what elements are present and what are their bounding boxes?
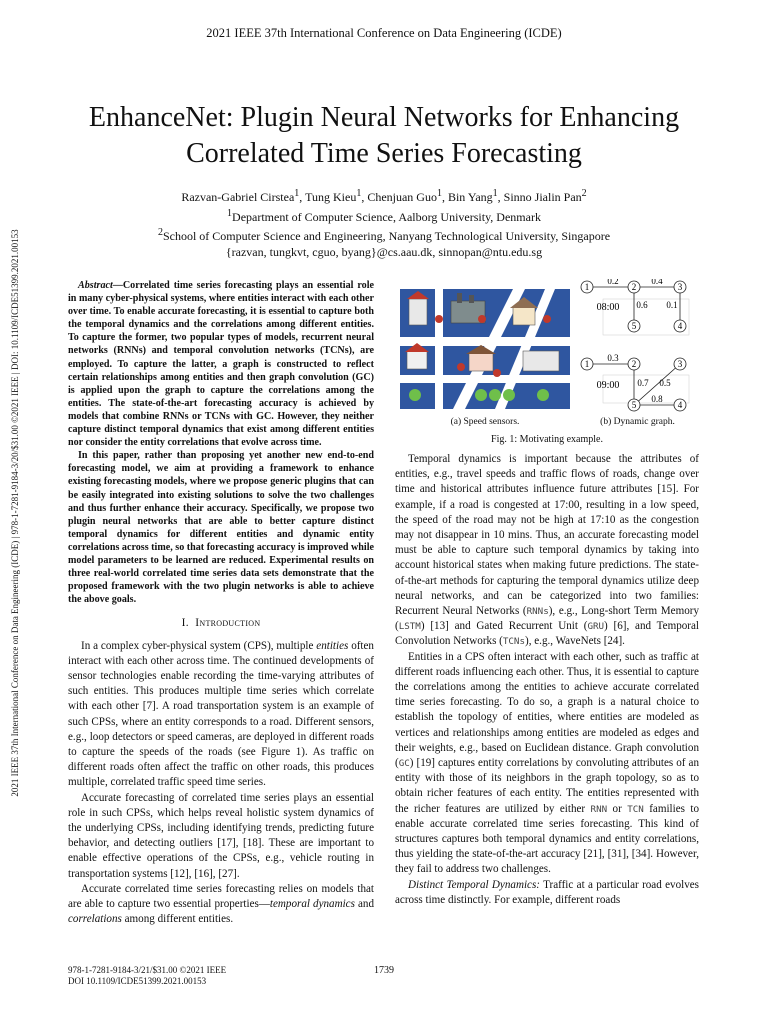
edge-weight: 0.3 [607, 353, 619, 363]
affiliation-2: $^2$School of Computer Science and Engineering, Nanyang Technological University, Singapore [157, 227, 611, 243]
edge-weight: 0.8 [651, 394, 663, 404]
house-icon [513, 307, 535, 325]
apartment-icon [523, 351, 559, 371]
figure-1-graphics [395, 279, 699, 419]
author-name: Razvan-Gabriel Cirstea [181, 190, 295, 204]
node-label: 4 [677, 400, 683, 410]
body-paragraph-temporal: Temporal dynamics is important because the attributes of entities, e.g., travel speeds and traffic flows of roads, change over time and historical attributes influence future attributes [15]. For example, if a road is congested at 17:00, resulting in a low speed, the speed of the road may not be high at 17:10 as the congestion may not disappear in 10 mins. Thus, an accurate forecasting model must be able to capture such temporal dynamics by taking into account historical states when making future predictions. The state-of-the-art methods for capturing the temporal dynamics utilize deep neural networks, and can be categorized into two families: Recurrent Neural Networks (RNNs), e.g., Long-short Term Memory (LSTM) [13] and Gated Recurrent Unit (GRU) [6], and Temporal Convolution Networks (TCNs), e.g., WaveNets [24]. [395, 453, 699, 648]
edge-weight: 0.2 [607, 279, 619, 286]
tree-icon [537, 389, 549, 401]
edge-weight: 0.4 [651, 279, 663, 286]
left-column [68, 279, 374, 927]
house-icon [469, 353, 493, 371]
node-label: 2 [631, 282, 637, 292]
tree-icon [489, 389, 501, 401]
title-line-1: EnhanceNet: Plugin Neural Networks for Enhancing [88, 102, 680, 133]
body-paragraph-correlations: Entities in a CPS often interact with each other, such as traffic at different roads influencing each other. Thus, it is essential to capture the correlations among the entities to achieve accurate correlated time series forecasting. To do so, a graph is a natural choice to establish the topology of entities, where entities are modeled as vertices and relationships among entities are modeled as edges and their weights, e.g., based on Euclidean distance. Graph convolution (GC) [19] captures entity correlations by convoluting attributes of an entity with those of its neighbors in the graph topology, so as to obtain richer features of each entity. The entities represented with the richer features are utilized by either RNN or TCN families to enable accurate correlated time series forecasting. This kind of structures captures both temporal dynamics and entity correlations, thus yielding the state-of-the-art accuracy [21], [31], [34]. However, they fail to address two challenges. [395, 650, 699, 876]
body-paragraph-distinct: Distinct Temporal Dynamics: Traffic at a particular road evolves across time distinctly. For example, different roads [395, 878, 699, 906]
node-label: 4 [677, 321, 683, 331]
subcaption-b: (b) Dynamic graph. [600, 417, 675, 427]
speed-sensors-map [400, 289, 570, 409]
author-emails: {razvan, tungkvt, cguo, byang}@cs.aau.dk, sinnopan@ntu.edu.sg [225, 244, 543, 259]
node-label: 2 [631, 359, 637, 369]
node-label: 5 [631, 321, 637, 331]
building-icon [409, 299, 427, 325]
footer-identifiers: 978-1-7281-9184-3/21/$31.00 ©2021 IEEE DOI 10.1109/ICDE51399.2021.00153 [68, 965, 227, 986]
node-label: 3 [677, 282, 683, 292]
author-name: Chenjuan Guo [367, 190, 437, 204]
node-label: 5 [631, 400, 637, 410]
side-copyright-strip: 2021 IEEE 37th International Conference on Data Engineering (ICDE) | 978-1-7281-9184-3/20/$31.00 ©2021 IEEE | DOI: 10.1109/ICDE51399.2021.00153 [10, 228, 20, 797]
edge-weight: 0.6 [636, 300, 648, 310]
dynamic-graph [581, 279, 689, 411]
node-label: 1 [584, 282, 590, 292]
tree-icon [475, 389, 487, 401]
conference-header: 2021 IEEE 37th International Conference on Data Engineering (ICDE) [206, 26, 562, 40]
sensor-pin-icon [457, 363, 465, 371]
author-block [60, 186, 708, 260]
abstract-paragraph-1: Abstract—Correlated time series forecasting plays an essential role in many cyber-physical systems, where entities interact with each other over time. To enable accurate forecasting, it is essential to capture both the temporal dynamics and the correlations among different entities. To capture the former, two popular types of models, recurrent neural networks (RNNs) and temporal convolution networks (TCNs), are employed. To capture the latter, a graph is constructed to reflect certain relationships among entities and then graph convolution (GC) is applied upon the graph to capture the correlations among the entities. The state-of-the-art forecasting accuracy is achieved by models that combine RNNs or TCNs with GC. However, they neither capture distinct temporal dynamics that exist among different entities nor consider the entity correlations that evolve across time. [68, 280, 374, 449]
sensor-pin-icon [493, 369, 501, 377]
graph-time-label: 09:00 [596, 380, 620, 391]
node-label: 3 [677, 359, 683, 369]
sensor-pin-icon [435, 315, 443, 323]
author-name: Bin Yang [447, 190, 493, 204]
paper-title [40, 100, 728, 172]
intro-paragraph-2: Accurate forecasting of correlated time series plays an essential role in such CPSs, which helps reveal holistic system dynamics of the underlying CPSs, including identifying trends, predicting future behavior, and detecting outliers [17], [18]. These are important to enable effective operations of the CPSs, e.g., vehicle routing in transportation systems [12], [16], [27]. [68, 791, 374, 880]
affiliation-1: $^1$Department of Computer Science, Aalborg University, Denmark [227, 207, 541, 224]
edge-weight: 0.1 [666, 300, 678, 310]
author-name: Tung Kieu [305, 190, 357, 204]
tree-icon [409, 389, 421, 401]
section-heading-introduction: I. Introduction [181, 617, 261, 630]
edge-weight: 0.5 [659, 378, 671, 388]
author-name: Sinno Jialin Pan [503, 190, 582, 204]
graph-time-label: 08:00 [596, 302, 620, 313]
sensor-pin-icon [543, 315, 551, 323]
figure-caption: Fig. 1: Motivating example. [491, 434, 603, 445]
intro-paragraph-3: Accurate correlated time series forecasting relies on models that are able to capture two essential properties—temporal dynamics and correlations among different entities. [68, 882, 374, 926]
intro-paragraph-1: In a complex cyber-physical system (CPS), multiple entities often interact with each other across time. The continued developments of sensor technologies enable recording the time-varying attributes of such entities. This produces multiple time series which correlate with each other [7]. A road transportation system is an example of such CPSs, where an entity corresponds to a road. Different sensors, e.g., loop detectors or speed cameras, are deployed in different roads to capture the speeds of the roads (see Figure 1). As traffic on different roads often affect the traffic on other roads, this produces multiple, correlated traffic speed time series. [68, 639, 374, 789]
edge-weight: 0.7 [637, 378, 649, 388]
road [435, 289, 443, 409]
page-number: 1739 [374, 965, 394, 976]
road [400, 337, 570, 346]
right-column [395, 452, 699, 908]
figure-1 [395, 279, 699, 449]
road [400, 375, 570, 383]
abstract-paragraph-2: In this paper, rather than proposing yet another new end-to-end forecasting model, we aim at providing a framework to enhance existing forecasting models, where we propose generic plugins that can be easily integrated into existing solutions to solve the two challenges and thus further enhance their accuracy. Specifically, we propose two plugin neural networks that are able to better capture distinct temporal dynamics for different entities and dynamic entity correlations across time, so that forecasting accuracy is improved while model parameters to be learned are reduced. Experimental results on three real-world correlated time series data sets demonstrate that the proposed framework with the two plugin networks is able to achieve the above goals. [68, 450, 374, 606]
title-line-2: Correlated Time Series Forecasting [186, 138, 582, 169]
house-icon [407, 351, 427, 369]
tree-icon [503, 389, 515, 401]
sensor-pin-icon [478, 315, 486, 323]
subcaption-a: (a) Speed sensors. [450, 417, 520, 427]
author-names: Razvan-Gabriel Cirstea$^1$, Tung Kieu$^1$, Chenjuan Guo$^1$, Bin Yang$^1$, Sinno Jialin Pan$^2$ [181, 188, 587, 204]
node-label: 1 [584, 359, 590, 369]
